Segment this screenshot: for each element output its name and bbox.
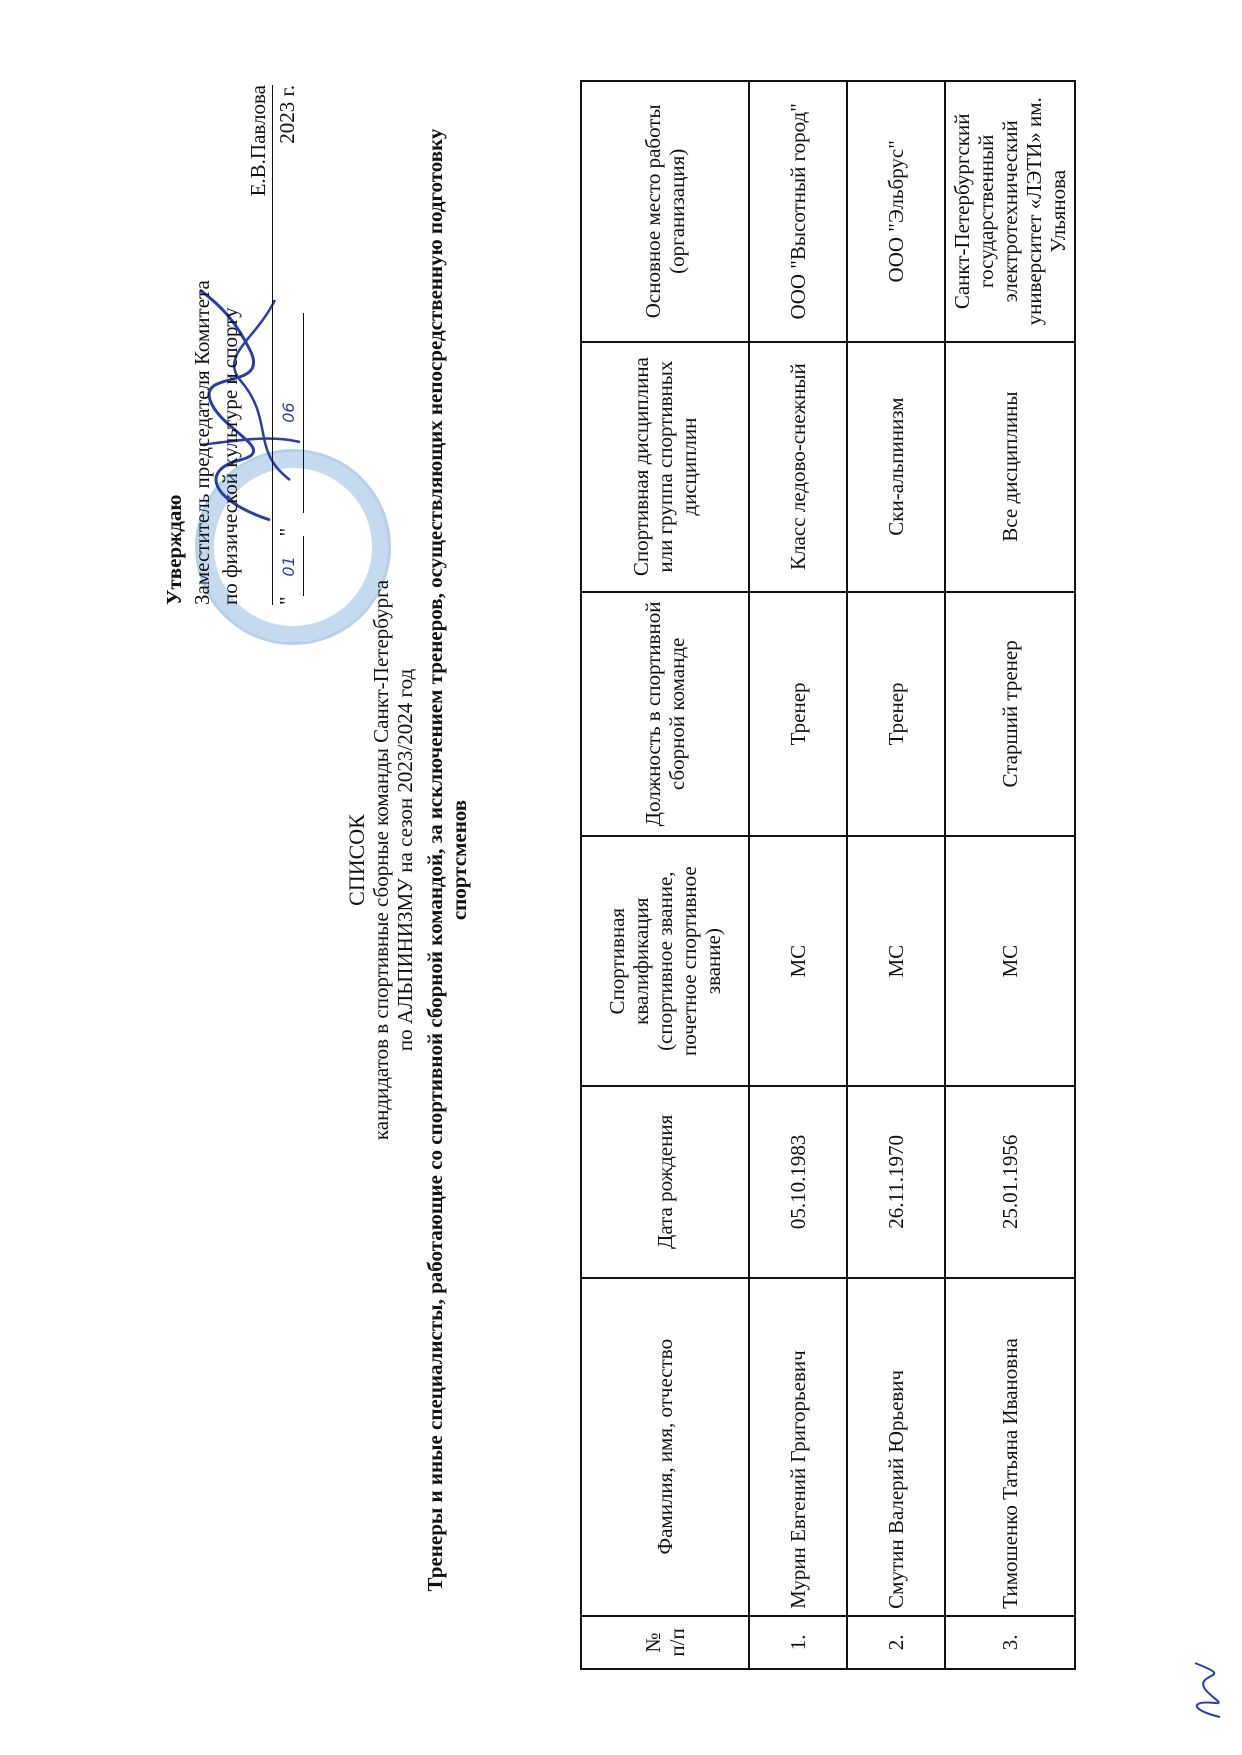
header-workplace: Основное место работы (организация) <box>581 81 749 342</box>
signature-line <box>244 85 273 605</box>
document-heading <box>345 85 471 1635</box>
header-num: № п/п <box>581 1616 749 1669</box>
date-quote-close: " <box>275 527 299 537</box>
cell-position: Тренер <box>749 592 847 837</box>
header-discipline: Спортивная дисциплина или группа спортивных дисциплин <box>581 342 749 592</box>
approval-block <box>160 85 301 605</box>
cell-dob: 05.10.1983 <box>749 1086 847 1277</box>
cell-num: 2. <box>847 1616 945 1669</box>
cell-fio: Смутин Валерий Юрьевич <box>847 1278 945 1616</box>
signer-name: Е.В.Павлова <box>246 85 270 197</box>
cell-position: Тренер <box>847 592 945 837</box>
table-row <box>945 81 1075 1669</box>
date-month: 06 <box>275 313 304 513</box>
cell-workplace: ООО "Эльбрус" <box>847 81 945 342</box>
table-row <box>847 81 945 1669</box>
cell-position: Старший тренер <box>945 592 1075 837</box>
heading-line2: кандидатов в спортивные сборные команды Санкт-Петербурга <box>369 579 393 1141</box>
cell-num: 1. <box>749 1616 847 1669</box>
heading-line3: по АЛЬПИНИЗМУ на сезон 2023/2024 год <box>393 668 417 1052</box>
date-day: 01 <box>275 536 304 596</box>
heading-subtitle: Тренеры и иные специалисты, работающие со спортивной сборной командой, за исключением тренеров, осуществляющих непосредственную подготовку спортсменов <box>423 128 471 1592</box>
table-row <box>749 81 847 1669</box>
handwritten-initials <box>1175 1655 1235 1725</box>
cell-discipline: Все дисциплины <box>945 342 1075 592</box>
cell-discipline: Класс ледово-снежный <box>749 342 847 592</box>
cell-dob: 26.11.1970 <box>847 1086 945 1277</box>
cell-num: 3. <box>945 1616 1075 1669</box>
header-dob: Дата рождения <box>581 1086 749 1277</box>
approval-title: Утверждаю <box>162 494 186 605</box>
header-qualification: Спортивная квалификация (спортивное звание, почетное спортивное звание) <box>581 836 749 1086</box>
date-quote-open: " <box>275 596 299 605</box>
cell-fio: Тимошенко Татьяна Ивановна <box>945 1278 1075 1616</box>
cell-qualification: МС <box>749 836 847 1086</box>
cell-dob: 25.01.1956 <box>945 1086 1075 1277</box>
cell-workplace: ООО "Высотный город" <box>749 81 847 342</box>
date-year: 2023 г. <box>275 85 299 144</box>
header-fio: Фамилия, имя, отчество <box>581 1278 749 1616</box>
cell-workplace: Санкт-Петербургский государственный электротехнический университет «ЛЭТИ» им. Ульянова <box>945 81 1075 342</box>
cell-discipline: Ски-альпинизм <box>847 342 945 592</box>
approval-position-line2: по физической культуре и спорту <box>218 307 242 605</box>
approval-position-line1: Заместитель председателя Комитета <box>190 280 214 605</box>
approval-date <box>273 85 301 605</box>
table-header-row <box>581 81 749 1669</box>
cell-qualification: МС <box>945 836 1075 1086</box>
cell-fio: Мурин Евгений Григорьевич <box>749 1278 847 1616</box>
header-position: Должность в спортивной сборной команде <box>581 592 749 837</box>
cell-qualification: МС <box>847 836 945 1086</box>
document-title: СПИСОК <box>344 814 369 906</box>
staff-table <box>580 80 1076 1670</box>
